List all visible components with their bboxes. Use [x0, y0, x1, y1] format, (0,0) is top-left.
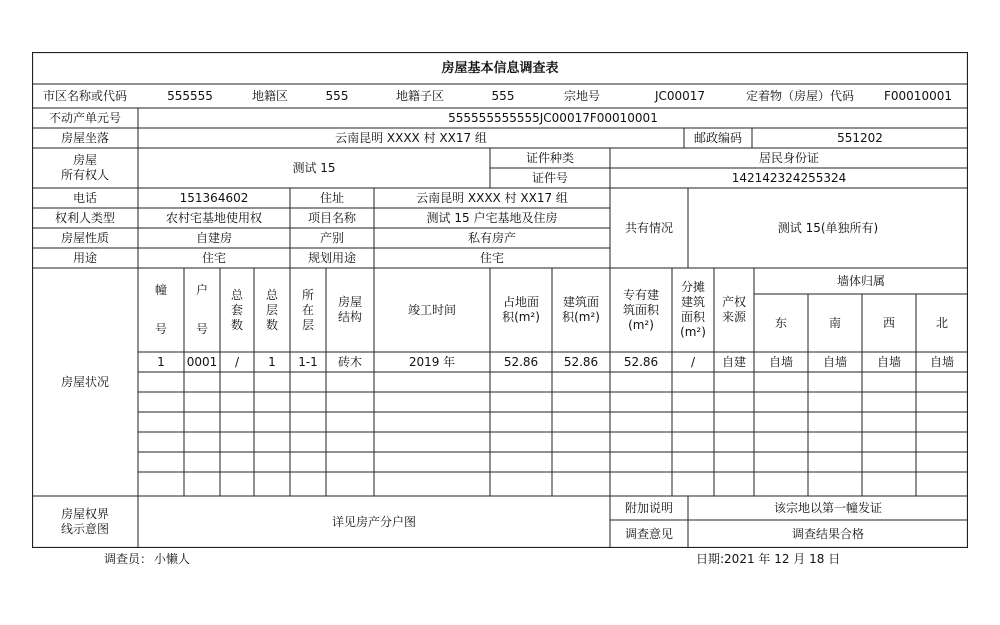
- header-household: [184, 268, 220, 352]
- header-total-floors-2: 层: [265, 302, 278, 317]
- row1-wall-south: 自墙: [822, 354, 847, 369]
- nature-value: 自建房: [195, 230, 232, 245]
- header-at-floor-3: 层: [301, 317, 314, 332]
- usage-value: 住宅: [201, 250, 226, 265]
- row1-at-floor: 1-1: [298, 354, 318, 369]
- right-type-value: 农村宅基地使用权: [165, 210, 262, 225]
- phone-label: 电话: [72, 190, 97, 205]
- unit-no-label: 不动产单元号: [48, 110, 121, 125]
- header-building-1: 幢: [154, 283, 167, 297]
- district-label: 地籍区: [251, 88, 288, 103]
- status-label: 房屋状况: [60, 374, 109, 389]
- owner-label-line1: 房屋: [72, 153, 97, 167]
- postcode-label: 邮政编码: [693, 130, 742, 145]
- row1-structure: 砖木: [337, 354, 362, 369]
- parcel-label: 宗地号: [563, 88, 600, 103]
- header-total-floors: [254, 268, 290, 352]
- phone-value: 151364602: [179, 190, 249, 205]
- fixture-value: F00010001: [884, 88, 952, 103]
- postcode-value: 551202: [837, 130, 883, 145]
- header-wall-west: 西: [882, 315, 895, 330]
- header-shared-area-1: 分摊: [680, 280, 705, 294]
- header-shared-area-4: (m²): [680, 325, 706, 339]
- boundary-label: [32, 496, 138, 548]
- project-value: 测试 15 户宅基地及住房: [426, 210, 558, 225]
- surveyor-footer: [104, 550, 190, 567]
- parcel-value: JC00017: [654, 88, 706, 103]
- project-label: 项目名称: [307, 210, 356, 225]
- subdistrict-value: 555: [491, 88, 515, 103]
- header-wall-east: 东: [774, 315, 787, 330]
- nature-label: 房屋性质: [60, 230, 109, 245]
- cert-type-value: 居民身份证: [758, 150, 819, 165]
- address-label: 住址: [319, 190, 344, 205]
- row1-total-floors: 1: [268, 354, 276, 369]
- boundary-label-line2: 线示意图: [60, 522, 109, 536]
- shared-value: 测试 15(单独所有): [777, 220, 879, 235]
- header-shared-area: [672, 268, 714, 352]
- header-completion: 竣工时间: [407, 302, 456, 317]
- header-source-1: 产权: [721, 295, 746, 309]
- cert-type-label: 证件种类: [525, 150, 574, 165]
- opinion-value: 调查结果合格: [791, 526, 864, 541]
- row1-build-area: 52.86: [563, 354, 599, 369]
- row1-total-sets: /: [234, 354, 240, 369]
- header-exclusive-area-1: 专有建: [622, 287, 659, 302]
- city-label: 市区名称或代码: [42, 88, 127, 103]
- district-value: 555: [325, 88, 349, 103]
- header-land-area-1: 占地面: [502, 295, 539, 309]
- header-structure: [326, 268, 374, 352]
- header-total-sets-1: 总: [230, 287, 243, 302]
- header-source: [714, 268, 754, 352]
- surveyor-label: 调查员：: [104, 552, 153, 566]
- category-label: 产别: [319, 230, 344, 245]
- header-structure-1: 房屋: [337, 295, 362, 309]
- unit-no-value: 555555555555JC00017F00010001: [448, 110, 658, 125]
- location-label: 房屋坐落: [60, 130, 109, 145]
- header-building-2: 号: [154, 322, 167, 336]
- header-build-area-1: 建筑面: [562, 295, 599, 309]
- row1-wall-north: 自墙: [929, 354, 954, 369]
- header-total-floors-1: 总: [265, 287, 278, 302]
- date-label: 日期:: [696, 552, 725, 566]
- row1-household: 0001: [186, 354, 218, 369]
- date-value: 2021 年 12 月 18 日: [724, 552, 841, 566]
- header-shared-area-2: 建筑: [680, 295, 705, 309]
- owner-label-line2: 所有权人: [60, 168, 109, 182]
- form-title: 房屋基本信息调查表: [441, 60, 559, 76]
- header-wall-north: 北: [935, 315, 948, 330]
- date-footer: [696, 550, 840, 567]
- boundary-label-line1: 房屋权界: [60, 507, 109, 521]
- note-label: 附加说明: [624, 500, 673, 515]
- header-at-floor: [290, 268, 326, 352]
- header-household-2: 号: [195, 322, 208, 336]
- row1-shared-area: /: [690, 354, 696, 369]
- header-build-area: [552, 268, 610, 352]
- row1-exclusive-area: 52.86: [623, 354, 659, 369]
- row1-wall-west: 自墙: [876, 354, 901, 369]
- subdistrict-label: 地籍子区: [395, 88, 444, 103]
- cert-no-label: 证件号: [531, 170, 568, 185]
- address-value: 云南昆明 XXXX 村 XX17 组: [416, 190, 568, 205]
- fixture-label: 定着物（房屋）代码: [745, 88, 854, 103]
- header-land-area: [490, 268, 552, 352]
- header-walls: 墙体归属: [836, 273, 885, 288]
- row1-building: 1: [157, 354, 165, 369]
- header-total-sets-3: 数: [230, 317, 243, 332]
- header-total-sets-2: 套: [230, 302, 243, 317]
- row1-source: 自建: [721, 354, 746, 369]
- planned-usage-label: 规划用途: [307, 250, 356, 265]
- header-total-floors-3: 数: [265, 317, 278, 332]
- owner-value: 测试 15: [292, 160, 336, 175]
- header-wall-south: 南: [828, 315, 841, 330]
- header-shared-area-3: 面积: [680, 310, 705, 324]
- right-type-label: 权利人类型: [54, 210, 115, 225]
- header-total-sets: [220, 268, 254, 352]
- usage-label: 用途: [72, 250, 97, 265]
- row1-wall-east: 自墙: [768, 354, 793, 369]
- header-at-floor-2: 在: [301, 302, 314, 317]
- header-build-area-2: 积(m²): [562, 310, 600, 324]
- shared-label: 共有情况: [624, 220, 673, 235]
- surveyor-value: 小懒人: [154, 552, 191, 566]
- category-value: 私有房产: [467, 230, 516, 245]
- boundary-value: 详见房产分户图: [331, 514, 416, 529]
- cert-no-value: 142142324255324: [731, 170, 847, 185]
- opinion-label: 调查意见: [624, 526, 673, 541]
- owner-label: [32, 148, 138, 188]
- header-at-floor-1: 所: [301, 287, 314, 302]
- header-household-1: 户: [195, 283, 208, 297]
- row1-land-area: 52.86: [503, 354, 539, 369]
- location-value: 云南昆明 XXXX 村 XX17 组: [335, 130, 487, 145]
- survey-form-table: [32, 52, 968, 548]
- planned-usage-value: 住宅: [479, 250, 504, 265]
- city-value: 555555: [167, 88, 213, 103]
- header-land-area-2: 积(m²): [502, 310, 540, 324]
- row1-completion: 2019 年: [408, 354, 456, 369]
- header-structure-2: 结构: [337, 310, 362, 324]
- header-exclusive-area-3: (m²): [628, 317, 654, 332]
- header-exclusive-area-2: 筑面积: [622, 302, 659, 317]
- header-exclusive-area: [610, 268, 672, 352]
- note-value: 该宗地以第一幢发证: [773, 500, 882, 515]
- header-building: [138, 268, 184, 352]
- header-source-2: 来源: [721, 310, 746, 324]
